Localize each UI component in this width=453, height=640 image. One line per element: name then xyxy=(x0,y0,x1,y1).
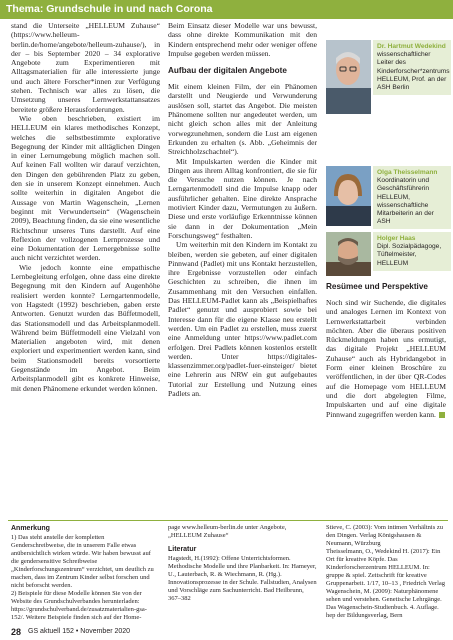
notes-divider xyxy=(8,520,448,521)
page-number: 28 xyxy=(11,627,22,637)
author-caption-theisselmann xyxy=(373,166,451,229)
footnotes-column xyxy=(11,524,159,624)
author-description: Dipl. Sozialpädagoge, Tüftelmeister, HELLEUM xyxy=(377,243,442,267)
footnote-continued: page www.helleum-berlin.de unter Angebote, „HELLEUM Zuhause“ xyxy=(168,524,287,539)
summary-text: Noch sind wir Suchende, die digitales und analoges Lernen im Kontext von Lernwerkstattarbeit verbinden möchten. Aber die überaus positiven Rückmeldungen haben uns ermutigt, das digitale Projekt „HELLEUM Zuhause“ auch als Hybridangebot in Form einer kleinen Broschüre zu veröffentlichen, in der über QR-Codes auf die Homepage vom HELLEUM und die dort abgelegten Filme, Impulskarten und auf eine digitale Pinnwand zugegriffen werden kann. xyxy=(326,298,446,419)
subheading-digital-offers: Aufbau der digitalen Angebote xyxy=(168,66,287,76)
reference: Theisselmann, O., Wedekind H. (2017): Ein Ort für kreative Köpfe. Das Kinderforscherzentrum HELLEUM. In: gruppe & spiel. Zeitschrift für kreative Gruppenarbeit. 1/17, 10–13 , Friedrich Verlag xyxy=(326,548,446,587)
author-caption-haas xyxy=(373,232,451,271)
paragraph: Wie jedoch konnte eine empathische Lernbegleitung erfolgen, ohne dass eine direkte Begegnung mit den Kindern auf Augenhöhe realisiert werden konnte? Lerngartenmodelle, von Hagstedt (1992) beschrieben, gaben erste Antworten. Genutzt wurden das Büffetmodell, das Stationsmodell und das Arbeitsplanmodell. Während beim Büffetmodell eine Vielzahl von Materialien angeboten wird, mit denen exploriert und experimentiert werden kann, sind beim Stationsmodell bereits vorsortierte Gegenstände im Angebot. Beim Arbeitsplanmodell gibt es konkrete Hinweise, mit denen Phänomene erkundet werden können. xyxy=(11,262,160,393)
paragraph: Um weiterhin mit den Kindern im Kontakt zu bleiben, werden sie gebeten, auf einer digitalen Pinnwand (Padlet) mit uns Kontakt herzustellen, ihre Ergebnisse vorzustellen oder einfach Geschichten zu schreiben, die ihnen im Zusammenhang mit den Versuchen einfallen. Das HELLEUM-Padlet kann als „Beispielhaftes Padlet“ genutzt und ausprobiert sowie bei Interesse dann für die eigene Klasse neu erstellt werden. Um ein Padlet zu erstellen, muss zuerst eine Anmeldung unter https://www.padlet.com erfolgen. Drei Padlets können kostenlos erstellt werden. Unter https://digitales-klassenzimmer.org/padlet-fuer-einsteiger/ bietet eine Lehrerin aus NRW ein gut aufgebautes Tutorial zur Erstellung und Nutzung eines Padlets an. xyxy=(168,240,317,398)
author-photo-wedekind xyxy=(326,40,371,114)
author-name: Dr. Hartmut Wedekind xyxy=(377,43,446,50)
footnote: 1) Das steht anstelle der kompletten Genderschreibweise, die in unserem Falle etwas anübersichtlich wirken würde. Wir haben bewusst auf die gendersensitive Schreibweise „Kinderforschungszentrum“ verzichtet, um deutlich zu machen, dass im Zentrum Kinder selbst forschen und nicht beforscht werden. xyxy=(11,534,154,589)
page-footer xyxy=(0,625,453,640)
author-name: Holger Haas xyxy=(377,235,416,242)
paragraph: stand die Unterseite „HELLEUM Zuhause“ (https://www.helleum-berlin.de/home/angebote/helleum-zuhause/), in der – bis September 2020 – 34 explorative Angebote zum Experimentieren mit Alltagsmaterialien für alle interessierte junge und auch ältere Forscher*innen zur Verfügung stehen. Technisch war alles zu lösen, die Umsetzung unseres Lernwerkstattansatzes bereitete größere Herausforderungen. xyxy=(11,21,160,114)
literature-heading: Literatur xyxy=(168,546,197,553)
article-column-1 xyxy=(11,21,160,517)
author-photo-theisselmann xyxy=(326,166,371,226)
publication-info: GS aktuell 152 • November 2020 xyxy=(28,628,131,635)
reference: Stieve, C. (2003): Vom intimen Verhältnis zu den Dingen. Verlag Königshausen & Neumann, Würzburg xyxy=(326,524,443,547)
reference: Wagenschein, M. (2009): Naturphänomene sehen und verstehen. Genetische Lehrgänge. Das Wagenschein-Studienbuch. 4. Auflage. hep der Bildungsverlag, Bern xyxy=(326,588,442,619)
reference: Hagstedt, H.(1992): Offene Unterrichtsformen. Methodische Modelle und ihre Planbarkeit. In: Hameyer, U., Lauterbach, R. & Wiechmann, R. (Hg.). Innovationsprozesse in der Schule. Fallstudien, Analysen und Vorschläge zum Sachunterricht. Bad Heilbrunn, 367–382 xyxy=(168,555,317,602)
article-column-3 xyxy=(326,282,446,512)
section-header-bar xyxy=(0,0,453,19)
paragraph: Wie oben beschrieben, existiert im HELLEUM ein klares methodisches Konzept, welches die selbstbestimmte explorative Begegnung der Kinder mit alltäglichen Dingen in einer Lernumgebung möglich machen soll. Auf keinen Fall wollten wir darauf verzichten, den Dingen den gebührenden Platz zu geben, den sie in unserem Konzept einnehmen. Auch sollte weiterhin in digitalen Angebot die Aussage von Martin Wagenschein, „Lernen beginnt mit Verwundertsein“ (Wagenschein 2009), Beachtung finden, da sie eine wesentliche Richtschnur unseres Tuns darstellt. Auf eine Reflexion der vollzogenen Lernprozesse und eine Dokumentation der Lernergebnisse sollte auch nicht verzichtet werden. xyxy=(11,113,160,263)
paragraph: Beim Einsatz dieser Modelle war uns bewusst, dass ohne direkte Kommunikation mit den Kindern entsprechend mehr oder weniger offene Impulse gegeben werden müssen. xyxy=(168,21,317,58)
article-column-2 xyxy=(168,21,317,517)
subheading-summary: Resümee und Perspektive xyxy=(326,282,428,291)
author-description: Koordinatorin und Geschäftsführerin HELLEUM, wissenschaftliche Mitarbeiterin an der ASH xyxy=(377,177,434,226)
author-name: Olga Theisselmann xyxy=(377,169,438,176)
paragraph: Mit Impulskarten werden die Kinder mit Dingen aus ihrem Alltag konfrontiert, die sie für die Versuche nutzen können. Je nach Lerngartenmodell sind die Impulse knapp oder ausführlicher gehalten. Eine direkte Ansprache motiviert Kinder dazu, Vermutungen zu äußern. Diese und erste vorläufige Erkenntnisse können sie dann in der Dokumentation „Mein Forschungsweg“ festhalten. xyxy=(168,156,317,240)
author-photo-haas xyxy=(326,232,371,276)
literature-column-1 xyxy=(168,524,317,624)
section-title: Thema: Grundschule in und nach Corona xyxy=(6,3,213,15)
notes-heading: Anmerkung xyxy=(11,525,50,532)
paragraph: Mit einem kleinen Film, der ein Phänomen darstellt und Neugierde und Verwunderung auslösen soll, startet das Angebot. Die meisten Phänomene sollten nur angedeutet werden, um nicht gleich schon alles mit der Anleitung vorwegzunehmen, sondern die Lust am eigenen Erkunden zu erhalten (s. Abb. „Geheimnis der Streichholzschachtel“). xyxy=(168,82,317,157)
author-caption-wedekind xyxy=(373,40,451,95)
literature-column-2 xyxy=(326,524,448,624)
article-end-icon xyxy=(439,412,445,418)
footnote: 2) Beispiele für diese Modelle können Sie von der Website des Grundschulverbandes herunterladen: https://grundschulverband.de/zusatzmaterialien-gsa-152/. Weitere Beispiele finden sich auf der Home- xyxy=(11,590,147,621)
author-description: wissenschaftlicher Leiter des Kinderforscher*zentrums HELLEUM, Prof. an der ASH Berlin xyxy=(377,51,450,92)
summary-paragraph xyxy=(326,298,446,419)
